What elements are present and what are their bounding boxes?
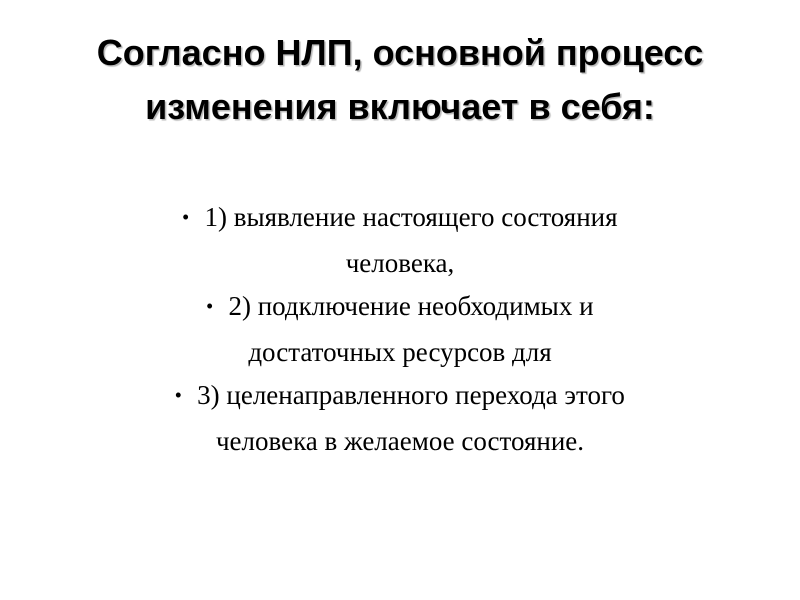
bullet-item-3 — [80, 374, 720, 463]
bullet-line — [80, 374, 720, 420]
title-line-1: Согласно НЛП, основной процесс — [96, 32, 704, 73]
bullet-item-1 — [80, 196, 720, 285]
bullet-list — [80, 196, 720, 463]
bullet-text: 3) целенаправленного перехода этого — [197, 380, 625, 410]
slide-title — [40, 26, 760, 134]
bullet-icon: • — [182, 207, 189, 227]
bullet-line — [80, 196, 720, 242]
bullet-line — [80, 285, 720, 331]
title-line-2: изменения включает в себя: — [145, 86, 655, 127]
bullet-item-2 — [80, 285, 720, 374]
bullet-icon: • — [175, 385, 182, 405]
bullet-text: 1) выявление настоящего состояния — [204, 202, 618, 232]
bullet-line: достаточных ресурсов для — [248, 337, 552, 367]
bullet-text: 2) подключение необходимых и — [228, 291, 594, 321]
bullet-icon: • — [206, 296, 213, 316]
bullet-line: человека, — [345, 248, 455, 278]
bullet-line: человека в желаемое состояние. — [215, 426, 585, 456]
